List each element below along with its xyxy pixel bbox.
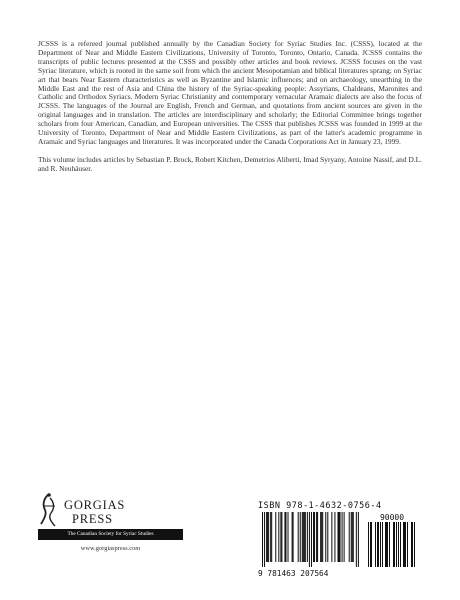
barcode-bar	[293, 512, 294, 562]
barcode-bar	[313, 512, 314, 562]
barcode-bar	[351, 512, 352, 562]
addon-bar	[370, 522, 371, 567]
barcode-bar	[275, 512, 276, 562]
barcode-bar	[320, 512, 321, 562]
publisher-logo	[38, 489, 183, 569]
publisher-name-line2: PRESS	[72, 512, 113, 526]
isbn-barcode	[258, 501, 422, 579]
barcode-bar	[327, 512, 328, 562]
addon-bar	[405, 522, 406, 567]
addon-bar	[404, 522, 405, 567]
barcode-bar	[300, 512, 301, 562]
isbn-label: ISBN 978-1-4632-0756-4	[258, 501, 382, 511]
barcode-bar	[271, 512, 272, 562]
addon-bar	[387, 522, 388, 567]
addon-bar	[389, 522, 390, 567]
barcode-bar	[305, 512, 306, 562]
addon-bar	[380, 522, 381, 567]
barcode-bar	[342, 512, 343, 562]
barcode-bar	[284, 512, 285, 562]
barcode-bar	[311, 512, 312, 567]
ean-digits: 9 781463 207564	[258, 569, 329, 578]
barcode-bar	[262, 512, 263, 567]
addon-bar	[378, 522, 379, 567]
barcode-bar	[309, 512, 310, 567]
barcode-bars	[258, 512, 422, 567]
barcode-bar	[334, 512, 335, 562]
barcode-bar	[349, 512, 350, 562]
barcode-bar	[321, 512, 322, 562]
addon-bar	[411, 522, 412, 567]
barcode-bar	[285, 512, 286, 562]
barcode-bar	[356, 512, 357, 567]
price-code: 90000	[379, 513, 405, 522]
addon-bar	[368, 522, 369, 567]
barcode-bar	[325, 512, 326, 562]
publisher-website: www.gorgiaspress.com	[80, 545, 141, 552]
description-text	[38, 40, 422, 183]
publisher-emblem-icon	[38, 492, 60, 528]
barcode-bar	[344, 512, 345, 562]
barcode-bar	[340, 512, 341, 562]
addon-bar	[403, 522, 404, 567]
addon-bar	[377, 522, 378, 567]
barcode-bar	[317, 512, 318, 562]
addon-bar	[394, 522, 395, 567]
addon-bar	[385, 522, 386, 567]
barcode-bar	[358, 512, 359, 567]
addon-bar	[412, 522, 413, 567]
addon-bar	[407, 522, 408, 567]
addon-bar	[375, 522, 376, 567]
barcode-bar	[278, 512, 279, 562]
barcode-bar	[307, 512, 308, 562]
addon-bar	[414, 522, 415, 567]
society-band: The Canadian Society for Syriac Studies	[38, 529, 183, 540]
barcode-bar	[302, 512, 303, 562]
barcode-bar	[303, 512, 304, 562]
barcode-bar	[266, 512, 267, 562]
barcode-bar	[267, 512, 268, 562]
barcode-bar	[292, 512, 293, 562]
barcode-bar	[316, 512, 317, 562]
description-paragraph-2: This volume includes articles by Sebastian P. Brock, Robert Kitchen, Demetrios Aliberti, Imad Syryany, Antoine Nassif, and D.L. and R. Neuhäuser.	[38, 154, 422, 173]
barcode-bar	[270, 512, 271, 562]
barcode-bar	[322, 512, 323, 562]
barcode-bar	[304, 512, 305, 562]
barcode-bar	[264, 512, 265, 567]
barcode-bar	[280, 512, 281, 562]
addon-bar	[396, 522, 397, 567]
addon-bar	[398, 522, 399, 567]
barcode-bar	[281, 512, 282, 562]
barcode-bar	[352, 512, 353, 562]
barcode-bar	[353, 512, 354, 562]
barcode-bar	[314, 512, 315, 562]
barcode-bar	[339, 512, 340, 562]
barcode-bar	[268, 512, 269, 562]
addon-bar	[400, 522, 401, 567]
addon-bar	[393, 522, 394, 567]
barcode-bar	[288, 512, 289, 562]
addon-bar	[386, 522, 387, 567]
description-paragraph-1: JCSSS is a refereed journal published annually by the Canadian Society for Syriac Studies Inc. (CSSS), located at the Department of Near and Middle Eastern Civilizations, University of Toronto, Toronto, Ontario, Canada. JCSSS contains the transcripts of public lectures presented at the CSSS and possibly other articles and book reviews. JCSSS focuses on the vast Syriac literature, which is rooted in the same soil from which the ancient Mesopotamian and biblical literatures sprang; on Syriac art that bears Near Eastern characteristics as well as Byzantine and Islamic influences; and on archaeology, unearthing in the Middle East and the rest of Asia and China the history of the Syriac-speaking people: Assyrians, Chaldeans, Maronites and Catholic and Orthodox Syriacs. Modern Syriac Christianity and contemporary vernacular Aramaic dialects are also the focus of JCSSS. The languages of the Journal are English, French and German, and quotations from ancient sources are given in the original languages and in translation. The articles are interdisciplinary and scholarly; the Editorial Committee brings together scholars from four American, Canadian, and European universities. The CSSS that publishes JCSSS was founded in 1999 at the University of Toronto, Department of Near and Middle Eastern Civilizations, as part of the latter's academic programme in Aramaic and Syriac languages and literatures. It was incorporated under the Canada Corporations Act in January 23, 1999.	[38, 39, 422, 146]
barcode-bar	[298, 512, 299, 562]
addon-bar	[382, 522, 383, 567]
barcode-bar	[337, 512, 338, 562]
barcode-bar	[331, 512, 332, 562]
addon-bar	[371, 522, 372, 567]
publisher-name-line1: GORGIAS	[64, 498, 126, 512]
